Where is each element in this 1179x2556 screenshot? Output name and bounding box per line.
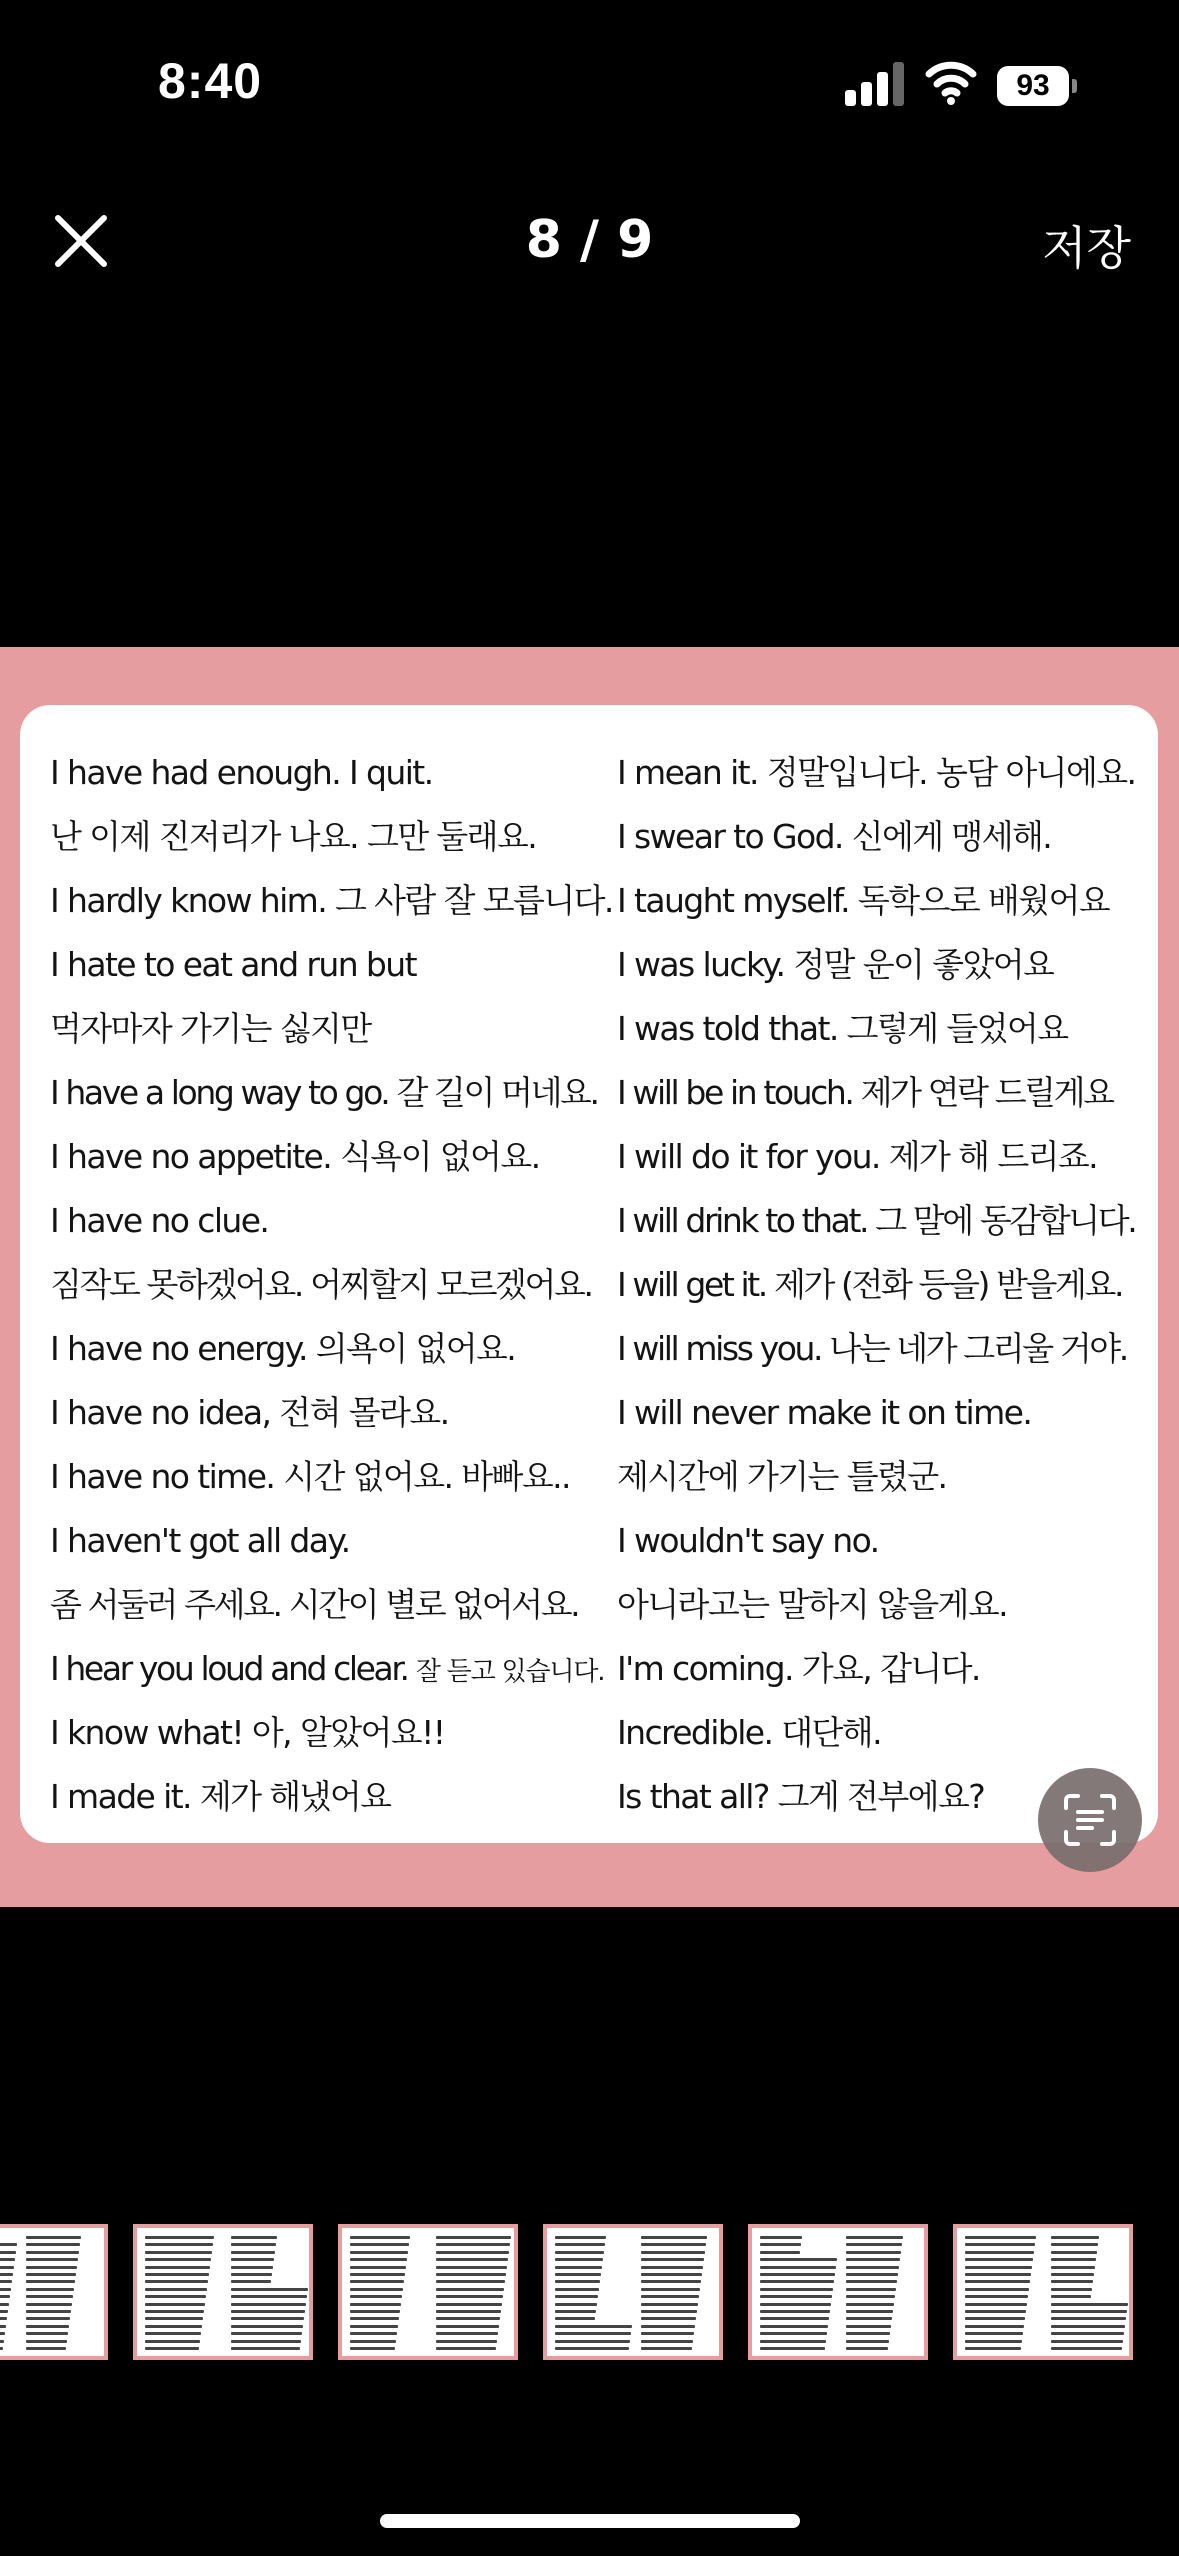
- thumbnail-text-line: [0, 2295, 10, 2298]
- phrase-line: I was told that. 그렇게 들었어요: [617, 1009, 1068, 1048]
- thumbnail-text-line: [641, 2295, 699, 2298]
- phrase-line: I will drink to that. 그 말에 동감합니다.: [617, 1201, 1136, 1240]
- thumbnail-text-line: [965, 2251, 1034, 2254]
- thumbnail-text-line: [436, 2317, 500, 2320]
- thumbnail-text-line: [436, 2347, 496, 2350]
- thumbnail-text-line: [555, 2236, 606, 2239]
- thumbnail[interactable]: [0, 2224, 108, 2360]
- phrase-line-small: 잘 듣고 있습니다.: [415, 1657, 605, 1687]
- image-viewer[interactable]: [0, 647, 1179, 1907]
- thumbnail-text-line: [231, 2303, 306, 2306]
- thumbnail-text-line: [846, 2288, 896, 2291]
- thumbnail-text-line: [760, 2295, 832, 2298]
- thumbnail-text-line: [26, 2273, 76, 2276]
- thumbnail-text-line: [965, 2340, 1022, 2343]
- phrase-card: [20, 705, 1158, 1843]
- thumbnail-text-line: [846, 2266, 899, 2269]
- thumbnail-text-line: [965, 2347, 1021, 2350]
- signal-icon: [845, 62, 905, 106]
- thumbnail-text-line: [965, 2243, 1035, 2246]
- thumbnail-text-line: [641, 2236, 707, 2239]
- thumbnail-text-line: [965, 2303, 1027, 2306]
- thumbnail-text-line: [436, 2236, 511, 2239]
- thumbnail-text-line: [231, 2251, 275, 2254]
- thumbnail-text-line: [555, 2258, 603, 2261]
- thumbnail-text-line: [641, 2243, 706, 2246]
- phrase-line: I have no clue.: [50, 1201, 269, 1240]
- phrase-line: I have no idea, 전혀 몰라요.: [50, 1393, 449, 1432]
- thumbnail-text-line: [0, 2273, 13, 2276]
- phrase-line: I have no energy. 의욕이 없어요.: [50, 1329, 516, 1368]
- phrase-line: [50, 1637, 625, 1701]
- thumbnail-text-line: [26, 2266, 77, 2269]
- phrase-line: 제시간에 가기는 틀렸군.: [617, 1457, 947, 1496]
- thumbnail-text-line: [231, 2280, 271, 2283]
- phrase-line: I have no time. 시간 없어요. 바빠요..: [50, 1457, 570, 1496]
- thumbnail-text-line: [231, 2243, 276, 2246]
- thumbnail-text-line: [350, 2317, 399, 2320]
- page-counter: 8 / 9: [525, 210, 654, 270]
- phrase-line: I mean it. 정말입니다. 농담 아니에요.: [617, 753, 1136, 792]
- thumbnail-text-line: [846, 2310, 893, 2313]
- phrase-line: I haven't got all day.: [50, 1521, 350, 1560]
- thumbnail-text-line: [0, 2303, 9, 2306]
- thumbnail-text-line: [350, 2340, 396, 2343]
- thumbnail-text-line: [26, 2325, 69, 2328]
- thumbnail-text-line: [760, 2347, 825, 2350]
- thumbnail-text-line: [1051, 2332, 1124, 2335]
- thumbnail-text-line: [231, 2295, 307, 2298]
- thumbnail-text-line: [145, 2266, 210, 2269]
- thumbnail-text-line: [846, 2273, 898, 2276]
- thumbnail-text-line: [436, 2251, 509, 2254]
- thumbnail-text-line: [350, 2266, 406, 2269]
- thumbnail-strip: [0, 2224, 1179, 2360]
- thumbnail-text-line: [436, 2295, 503, 2298]
- thumbnail-text-line: [641, 2280, 701, 2283]
- thumbnail-text-line: [0, 2317, 7, 2320]
- thumbnail-text-line: [145, 2295, 206, 2298]
- thumbnail-text-line: [760, 2288, 833, 2291]
- thumbnail-text-line: [231, 2236, 277, 2239]
- thumbnail-text-line: [436, 2310, 501, 2313]
- right-column: [617, 741, 1157, 1829]
- thumbnail-text-line: [231, 2340, 301, 2343]
- thumbnail-text-line: [846, 2295, 895, 2298]
- thumbnail-text-line: [0, 2332, 5, 2335]
- phrase-line: Incredible. 대단해.: [617, 1713, 881, 1752]
- thumbnail-text-line: [145, 2303, 205, 2306]
- thumbnail-text-line: [641, 2273, 702, 2276]
- thumbnail-text-line: [350, 2303, 401, 2306]
- thumbnail-text-line: [760, 2243, 801, 2246]
- thumbnail[interactable]: [133, 2224, 313, 2360]
- thumbnail-text-line: [26, 2317, 70, 2320]
- thumbnail-text-line: [26, 2332, 68, 2335]
- phrase-line: I have had enough. I quit.: [50, 753, 433, 792]
- thumbnail-text-line: [26, 2236, 81, 2239]
- thumbnail-text-line: [231, 2273, 272, 2276]
- thumbnail-text-line: [0, 2347, 3, 2350]
- thumbnail-text-line: [231, 2325, 303, 2328]
- thumbnail-text-line: [846, 2280, 897, 2283]
- phrase-line: I will be in touch. 제가 연락 드릴게요: [617, 1073, 1113, 1112]
- phrase-line: I know what! 아, 알았어요!!: [50, 1713, 445, 1752]
- phrase-line: Is that all? 그게 전부에요?: [617, 1777, 985, 1816]
- phrase-line: I taught myself. 독학으로 배웠어요: [617, 881, 1110, 920]
- thumbnail-text-line: [350, 2295, 402, 2298]
- phrase-line: I will miss you. 나는 네가 그리울 거야.: [617, 1329, 1127, 1368]
- thumbnail-text-line: [760, 2332, 827, 2335]
- thumbnail-text-line: [965, 2295, 1028, 2298]
- thumbnail-text-line: [846, 2243, 902, 2246]
- thumbnail[interactable]: [748, 2224, 928, 2360]
- thumbnail-text-line: [760, 2236, 802, 2239]
- thumbnail-text-line: [350, 2310, 400, 2313]
- thumbnail-text-line: [436, 2280, 505, 2283]
- thumbnail-text-line: [555, 2251, 604, 2254]
- thumbnail-text-line: [350, 2325, 398, 2328]
- thumbnail-text-line: [145, 2273, 209, 2276]
- phrase-line: 아니라고는 말하지 않을게요.: [617, 1585, 1008, 1624]
- thumbnail-text-line: [641, 2310, 697, 2313]
- thumbnail-text-line: [641, 2340, 693, 2343]
- thumbnail-text-line: [1051, 2273, 1094, 2276]
- thumbnail-text-line: [0, 2288, 11, 2291]
- thumbnail-text-line: [641, 2332, 694, 2335]
- thumbnail-text-line: [555, 2280, 600, 2283]
- thumbnail-text-line: [231, 2347, 300, 2350]
- thumbnail-text-line: [231, 2317, 304, 2320]
- thumbnail-text-line: [1051, 2280, 1093, 2283]
- thumbnail-text-line: [0, 2243, 17, 2246]
- thumbnail-text-line: [350, 2243, 409, 2246]
- phrase-line: I have no appetite. 식욕이 없어요.: [50, 1137, 540, 1176]
- thumbnail-text-line: [0, 2280, 12, 2283]
- thumbnail-text-line: [1051, 2295, 1091, 2298]
- thumbnail-text-line: [436, 2303, 502, 2306]
- thumbnail-text-line: [760, 2251, 800, 2254]
- thumbnail-text-line: [350, 2258, 407, 2261]
- thumbnail-text-line: [436, 2258, 508, 2261]
- thumbnail-text-line: [350, 2273, 405, 2276]
- thumbnail-text-line: [555, 2266, 602, 2269]
- phrase-line: I will never make it on time.: [617, 1393, 1032, 1432]
- thumbnail-text-line: [436, 2266, 507, 2269]
- phrase-line: I will do it for you. 제가 해 드리죠.: [617, 1137, 1098, 1176]
- thumbnail-text-line: [26, 2243, 80, 2246]
- phrase-line: I have a long way to go. 갈 길이 머네요.: [50, 1073, 598, 1112]
- thumbnail-text-line: [231, 2288, 308, 2291]
- thumbnail-text-line: [555, 2347, 629, 2350]
- wifi-icon: [925, 58, 977, 106]
- thumbnail-text-line: [26, 2340, 67, 2343]
- thumbnail-text-line: [26, 2303, 72, 2306]
- thumbnail-text-line: [145, 2310, 204, 2313]
- thumbnail-text-line: [436, 2340, 497, 2343]
- save-button[interactable]: 저장: [1042, 221, 1131, 275]
- thumbnail-text-line: [555, 2303, 597, 2306]
- thumbnail-text-line: [641, 2266, 703, 2269]
- thumbnail-text-line: [1051, 2310, 1127, 2313]
- battery-level: 93: [997, 66, 1069, 106]
- thumbnail-text-line: [760, 2325, 828, 2328]
- thumbnail-text-line: [555, 2325, 632, 2328]
- thumbnail-text-line: [1051, 2317, 1126, 2320]
- thumbnail-text-line: [846, 2317, 892, 2320]
- thumbnail-text-line: [965, 2258, 1033, 2261]
- thumbnail-text-line: [1051, 2288, 1092, 2291]
- phrase-line: 짐작도 못하겠어요. 어찌할지 모르겠어요.: [50, 1265, 592, 1304]
- thumbnail-text-line: [965, 2280, 1030, 2283]
- thumbnail-text-line: [1051, 2236, 1099, 2239]
- thumbnail[interactable]: [338, 2224, 518, 2360]
- thumbnail-text-line: [350, 2251, 408, 2254]
- live-text-button[interactable]: [1038, 1768, 1142, 1872]
- thumbnail-text-line: [846, 2340, 889, 2343]
- thumbnail-text-line: [555, 2332, 631, 2335]
- thumbnail-text-line: [846, 2251, 901, 2254]
- thumbnail-text-line: [26, 2288, 74, 2291]
- phrase-line: I wouldn't say no.: [617, 1521, 879, 1560]
- thumbnail-text-line: [760, 2266, 836, 2269]
- thumbnail-text-line: [0, 2340, 4, 2343]
- thumbnail-text-line: [1051, 2243, 1098, 2246]
- thumbnail-text-line: [145, 2236, 214, 2239]
- thumbnail-text-line: [641, 2347, 692, 2350]
- phrase-line: 좀 서둘러 주세요. 시간이 별로 없어서요.: [50, 1585, 579, 1624]
- thumbnail-text-line: [555, 2295, 598, 2298]
- phrase-line: I made it. 제가 해냈어요: [50, 1777, 391, 1816]
- phrase-line: 먹자마자 가기는 싫지만: [50, 1009, 371, 1048]
- thumbnail[interactable]: [953, 2224, 1133, 2360]
- thumbnail-text-line: [145, 2243, 213, 2246]
- thumbnail-text-line: [26, 2347, 66, 2350]
- thumbnail-text-line: [555, 2288, 599, 2291]
- thumbnail-text-line: [0, 2266, 14, 2269]
- thumbnail-text-line: [1051, 2251, 1097, 2254]
- phrase-line: 난 이제 진저리가 나요. 그만 둘래요.: [50, 817, 537, 856]
- thumbnail-text-line: [145, 2288, 207, 2291]
- thumbnail-text-line: [350, 2347, 395, 2350]
- thumbnail-text-line: [965, 2332, 1023, 2335]
- thumbnail-text-line: [760, 2280, 834, 2283]
- thumbnail-text-line: [231, 2258, 274, 2261]
- thumbnail-text-line: [145, 2317, 203, 2320]
- thumbnail-text-line: [641, 2258, 704, 2261]
- thumbnail-text-line: [846, 2236, 903, 2239]
- thumbnail-text-line: [231, 2266, 273, 2269]
- thumbnail-text-line: [26, 2310, 71, 2313]
- thumbnail-text-line: [641, 2288, 700, 2291]
- thumbnail-text-line: [965, 2266, 1032, 2269]
- thumbnail-text-line: [26, 2258, 78, 2261]
- thumbnail-text-line: [350, 2236, 410, 2239]
- thumbnail-text-line: [1051, 2258, 1096, 2261]
- thumbnail-text-line: [965, 2273, 1031, 2276]
- thumbnail-text-line: [1051, 2347, 1122, 2350]
- thumbnail-text-line: [436, 2243, 510, 2246]
- thumbnail-text-line: [350, 2280, 404, 2283]
- thumbnail-text-line: [641, 2317, 696, 2320]
- thumbnail-text-line: [436, 2273, 506, 2276]
- thumbnail-text-line: [145, 2258, 211, 2261]
- battery-icon: [997, 66, 1077, 106]
- thumbnail-text-line: [846, 2332, 890, 2335]
- thumbnail-text-line: [641, 2251, 705, 2254]
- thumbnail-text-line: [965, 2310, 1026, 2313]
- thumbnail-text-line: [145, 2251, 212, 2254]
- phrase-line: I hate to eat and run but: [50, 945, 416, 984]
- thumbnail-text-line: [145, 2280, 208, 2283]
- thumbnail-text-line: [1051, 2340, 1123, 2343]
- thumbnail-text-line: [26, 2295, 73, 2298]
- thumbnail-text-line: [436, 2288, 504, 2291]
- thumbnail-text-line: [760, 2303, 831, 2306]
- thumbnail-text-line: [965, 2236, 1036, 2239]
- thumbnail-text-line: [0, 2325, 6, 2328]
- phrase-line: I hardly know him. 그 사람 잘 모릅니다.: [50, 881, 613, 920]
- thumbnail-text-line: [350, 2288, 403, 2291]
- thumbnail-text-line: [760, 2258, 837, 2261]
- thumbnail-text-line: [555, 2273, 601, 2276]
- thumbnail-text-line: [436, 2332, 498, 2335]
- phrase-line: I'm coming. 가요, 갑니다.: [617, 1649, 980, 1688]
- thumbnail-text-line: [641, 2303, 698, 2306]
- thumbnail-text-line: [965, 2317, 1025, 2320]
- thumbnail-text-line: [760, 2273, 835, 2276]
- left-column: [50, 741, 625, 1829]
- home-indicator[interactable]: [380, 2514, 800, 2528]
- thumbnail-text-line: [555, 2243, 605, 2246]
- thumbnail-text-line: [965, 2325, 1024, 2328]
- thumbnail-text-line: [145, 2347, 199, 2350]
- thumbnail-text-line: [555, 2317, 595, 2320]
- thumbnail-text-line: [436, 2325, 499, 2328]
- thumbnail-text-line: [555, 2340, 630, 2343]
- thumbnail-text-line: [846, 2303, 894, 2306]
- thumbnail[interactable]: [543, 2224, 723, 2360]
- phrase-line: I will get it. 제가 (전화 등을) 받을게요.: [617, 1265, 1123, 1304]
- thumbnail-text-line: [145, 2340, 200, 2343]
- thumbnail-text-line: [26, 2280, 75, 2283]
- thumbnail-text-line: [231, 2332, 302, 2335]
- thumbnail-text-line: [555, 2310, 596, 2313]
- thumbnail-text-line: [26, 2251, 79, 2254]
- thumbnail-text-line: [1051, 2266, 1095, 2269]
- thumbnail-text-line: [846, 2325, 891, 2328]
- status-bar: [0, 0, 1179, 170]
- thumbnail-text-line: [0, 2251, 16, 2254]
- thumbnail-text-line: [231, 2310, 305, 2313]
- thumbnail-text-line: [760, 2310, 830, 2313]
- live-text-icon: [1062, 1792, 1118, 1848]
- phrase-line: I was lucky. 정말 운이 좋았어요: [617, 945, 1054, 984]
- thumbnail-text-line: [846, 2258, 900, 2261]
- thumbnail-text-line: [760, 2317, 829, 2320]
- thumbnail-text-line: [760, 2340, 826, 2343]
- thumbnail-text-line: [0, 2258, 15, 2261]
- thumbnail-text-line: [965, 2288, 1029, 2291]
- phrase-line-main: I hear you loud and clear.: [50, 1649, 416, 1688]
- thumbnail-text-line: [145, 2325, 202, 2328]
- thumbnail-text-line: [1051, 2303, 1128, 2306]
- phrase-line: I swear to God. 신에게 맹세해.: [617, 817, 1052, 856]
- status-time: 8:40: [158, 53, 263, 109]
- thumbnail-text-line: [350, 2332, 397, 2335]
- thumbnail-text-line: [641, 2325, 695, 2328]
- thumbnail-text-line: [0, 2310, 8, 2313]
- thumbnail-text-line: [846, 2347, 888, 2350]
- thumbnail-text-line: [145, 2332, 201, 2335]
- thumbnail-text-line: [1051, 2325, 1125, 2328]
